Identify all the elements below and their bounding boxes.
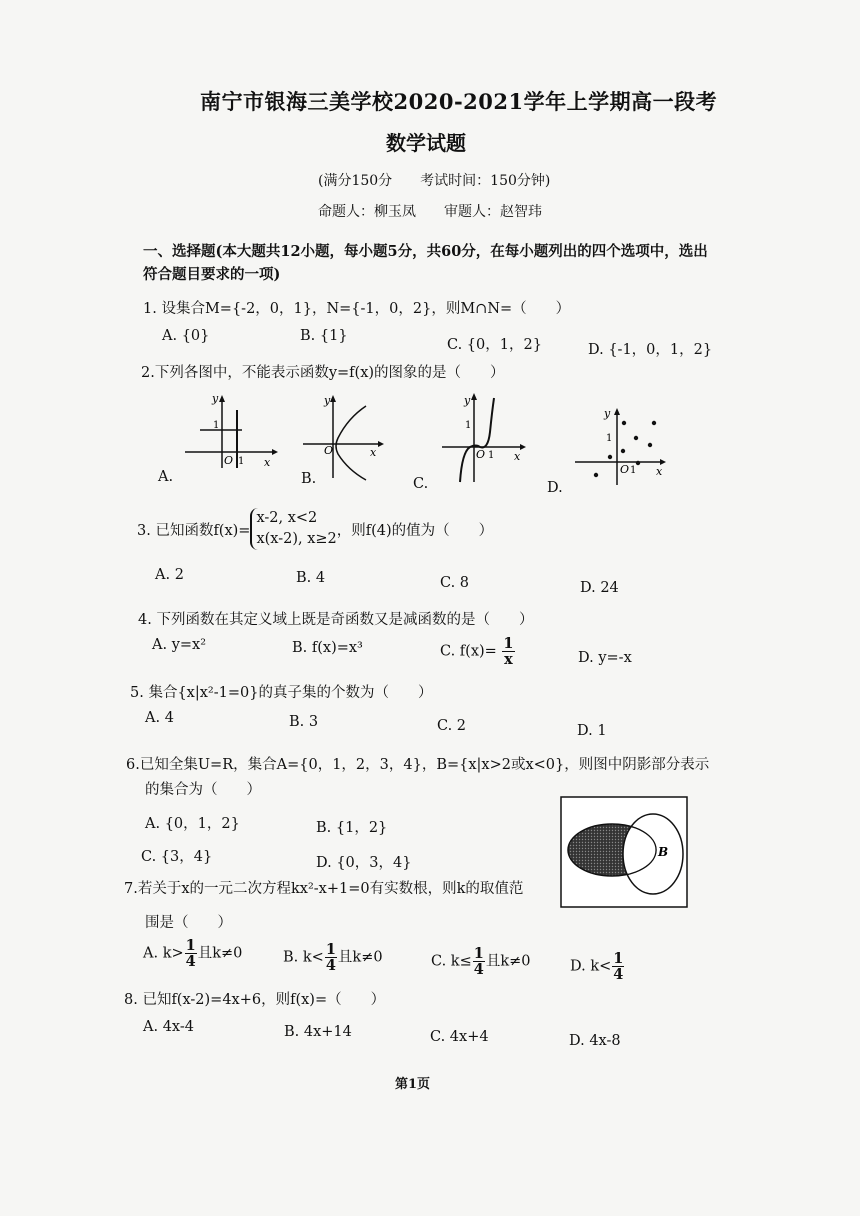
section-heading-line1: 一、选择题(本大题共12小题，每小题5分，共60分，在每小题列出的四个选项中，选出 (143, 243, 708, 260)
graph-d-y-label: y (604, 407, 611, 420)
q2-option-a: A. (158, 469, 174, 485)
q7-option-c-pre: C. k≤ (431, 953, 472, 970)
q7-option-b-pre: B. k< (283, 949, 324, 966)
q8-option-c: C. 4x+4 (430, 1029, 489, 1045)
q7-c-num: 1 (473, 945, 484, 962)
question-5: 5. 集合{x|x²-1=0}的真子集的个数为（ ） (130, 685, 433, 701)
q4-option-c (440, 636, 516, 667)
q8-option-b: B. 4x+14 (284, 1024, 352, 1040)
q3-option-c: C. 8 (440, 575, 470, 591)
graph-a-one-label: 1 (213, 420, 220, 431)
question-1: 1. 设集合M={-2，0，1}，N={-1，0，2}，则M∩N=（ ） (143, 301, 571, 317)
q7-a-num: 1 (185, 937, 196, 954)
q7-option-c-cond: 且k≠0 (485, 953, 531, 970)
q1-option-b: B. {1} (300, 328, 348, 344)
q7-option-a-fraction (185, 938, 197, 969)
q8-option-d: D. 4x-8 (569, 1033, 621, 1049)
q7-c-den: 4 (473, 961, 484, 979)
graph-c-one-label: 1 (465, 420, 472, 431)
q7-option-b-fraction (325, 942, 337, 973)
graph-a (180, 392, 280, 472)
q7-d-num: 1 (613, 950, 624, 967)
q3-prefix: 3. 已知函数f(x)= (137, 522, 251, 539)
graph-a-y-label: y (212, 392, 219, 405)
q7-a-den: 4 (185, 953, 196, 971)
graph-c-x-label: x (514, 450, 521, 463)
q3-piece-2: x(x-2), x≥2 (256, 531, 337, 548)
q3-piecewise (250, 508, 336, 550)
q4-frac-den: x (504, 651, 513, 669)
graph-d-one-label: 1 (606, 433, 613, 444)
q7-d-den: 4 (613, 966, 624, 984)
q6-option-d: D. {0，3，4} (316, 855, 412, 871)
graph-c-y-label: y (464, 394, 471, 407)
q7-option-b-cond: 且k≠0 (337, 949, 383, 966)
graph-d (572, 405, 672, 487)
q7-option-b (283, 942, 383, 973)
q4-frac-num: 1 (503, 635, 514, 652)
question-3 (137, 508, 493, 550)
q3-option-b: B. 4 (296, 570, 326, 586)
graph-d-one-x-label: 1 (630, 465, 637, 476)
question-7-line1: 7.若关于x的一元二次方程kx²-x+1=0有实数根，则k的取值范 (124, 881, 524, 897)
graph-c-one-x-label: 1 (488, 450, 495, 461)
q5-option-d: D. 1 (577, 723, 607, 739)
graph-b (298, 392, 386, 482)
q4-option-a: A. y=x² (152, 637, 207, 653)
q5-option-b: B. 3 (289, 714, 319, 730)
graph-d-x-label: x (656, 465, 663, 478)
q7-option-c (431, 946, 531, 977)
q4-option-c-label: C. f(x)= (440, 643, 497, 660)
graph-a-x-label: x (264, 456, 271, 469)
q4-option-c-fraction (502, 636, 514, 667)
authors: 命题人：柳玉凤 审题人：赵智玮 (318, 204, 542, 220)
question-8: 8. 已知f(x-2)=4x+6，则f(x)=（ ） (124, 992, 386, 1008)
question-7-line2: 围是（ ） (145, 915, 232, 931)
graph-a-one-x-label: 1 (238, 456, 245, 467)
q1-option-a: A. {0} (162, 328, 210, 344)
graph-a-origin-label: O (224, 454, 234, 467)
q6-option-b: B. {1，2} (316, 820, 388, 836)
q4-option-b: B. f(x)=x³ (292, 640, 363, 656)
graph-c (440, 392, 530, 484)
graph-d-origin-label: O (620, 463, 630, 476)
q4-option-d: D. y=-x (578, 650, 632, 666)
graph-b-origin-label: O (324, 444, 334, 457)
q2-option-d: D. (547, 480, 563, 496)
section-heading-line2: 符合题目要求的一项) (143, 266, 281, 283)
q1-option-c: C. {0，1，2} (447, 337, 542, 353)
q3-option-a: A. 2 (155, 567, 184, 583)
graph-b-x-label: x (370, 446, 377, 459)
q5-option-c: C. 2 (437, 718, 467, 734)
score-info: (满分150分 考试时间：150分钟) (318, 173, 551, 189)
q6-option-c: C. {3，4} (141, 849, 213, 865)
question-6-line2: 的集合为（ ） (145, 782, 261, 798)
q7-b-den: 4 (325, 957, 336, 975)
exam-subtitle: 数学试题 (386, 131, 466, 155)
q7-option-a-pre: A. k> (143, 945, 184, 962)
question-6-line1: 6.已知全集U=R，集合A={0，1，2，3，4}，B={x|x>2或x<0}，则图中阴影部分表示 (126, 757, 710, 773)
q7-option-a-cond: 且k≠0 (197, 945, 243, 962)
q7-b-num: 1 (325, 941, 336, 958)
venn-diagram (560, 796, 688, 908)
q3-piece-1: x-2, x<2 (256, 510, 318, 526)
page-number: 第1页 (395, 1077, 431, 1092)
q8-option-a: A. 4x-4 (143, 1019, 194, 1035)
question-2: 2.下列各图中，不能表示函数y=f(x)的图象的是（ ） (141, 365, 505, 381)
q2-option-c: C. (413, 476, 429, 492)
q7-option-d-fraction (612, 951, 624, 982)
graph-c-origin-label: O (476, 448, 486, 461)
question-4: 4. 下列函数在其定义域上既是奇函数又是减函数的是（ ） (138, 612, 534, 628)
venn-label-b: B (658, 845, 669, 859)
q7-option-a (143, 938, 242, 969)
exam-title: 南宁市银海三美学校2020-2021学年上学期高一段考 (200, 89, 718, 114)
q2-option-b: B. (301, 471, 317, 487)
q3-suffix: ，则f(4)的值为（ ） (336, 522, 494, 539)
q3-option-d: D. 24 (580, 580, 619, 596)
q7-option-d-pre: D. k< (570, 958, 612, 975)
q6-option-a: A. {0，1，2} (145, 816, 240, 832)
q7-option-d (570, 951, 625, 982)
graph-b-y-label: y (324, 394, 331, 407)
q5-option-a: A. 4 (145, 710, 174, 726)
q1-option-d: D. {-1，0，1，2} (588, 342, 713, 358)
q7-option-c-fraction (473, 946, 485, 977)
